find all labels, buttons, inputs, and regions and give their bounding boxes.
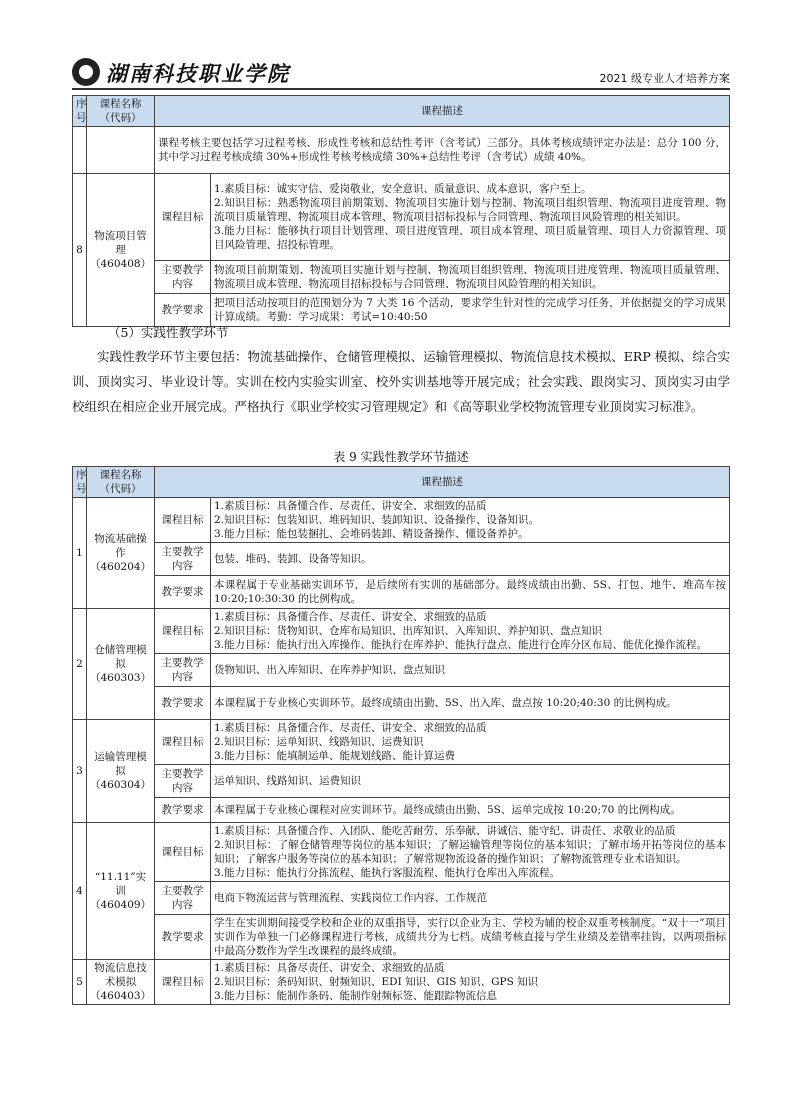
content-label: 主要教学内容 bbox=[155, 654, 211, 687]
table-row bbox=[73, 960, 730, 1005]
goal-line: 2.知识目标：熟悉物流项目前期策划、物流项目实施计划与控制、物流项目组织管理、物流项目进度管理、物流项目质量管理、物流项目成本管理、物流项目招标投标与合同管理、物流项目风险管理的相关知识。 bbox=[214, 197, 726, 223]
table-header-row bbox=[73, 467, 730, 498]
col-no-header: 序号 bbox=[73, 96, 87, 127]
req-label: 教学要求 bbox=[155, 798, 211, 823]
course-name: 运输管理模拟（460304） bbox=[87, 720, 155, 823]
req-cell: 把项目活动按项目的范围划分为 7 大类 16 个活动，要求学生针对性的完成学习任务，并依据提交的学习成果计算成绩。考勤：学习成果：考试=10:40:50 bbox=[211, 294, 730, 327]
plan-title: 2021 级专业人才培养方案 bbox=[599, 72, 730, 85]
req-label: 教学要求 bbox=[155, 576, 211, 609]
course-name: 物流项目管理（460408） bbox=[87, 174, 155, 327]
goal-label: 课程目标 bbox=[155, 823, 211, 882]
row-number: 8 bbox=[73, 174, 87, 327]
col-name-header: 课程名称（代码） bbox=[87, 96, 155, 127]
req-cell: 本课程属于专业核心课程对应实训环节。最终成绩由出勤、5S、运单完成按 10:20;70 的比例构成。 bbox=[211, 798, 730, 823]
col-desc-header: 课程描述 bbox=[155, 467, 730, 498]
course-name: “11.11”实训（460409） bbox=[87, 823, 155, 960]
content-cell: 电商下物流运营与管理流程、实践岗位工作内容、工作规范 bbox=[211, 882, 730, 915]
content-label: 主要教学内容 bbox=[155, 261, 211, 294]
row-number: 4 bbox=[73, 823, 87, 960]
header-divider bbox=[72, 88, 730, 90]
goal-line: 2.知识目标：货物知识、仓库布局知识、出库知识、入库知识、养护知识、盘点知识 bbox=[214, 625, 603, 637]
content-cell: 物流项目前期策划、物流项目实施计划与控制、物流项目组织管理、物流项目进度管理、物流项目质量管理、物流项目成本管理、物流项目招标投标与合同管理、物流项目风险管理的相关知识。 bbox=[211, 261, 730, 294]
content-cell: 运单知识、线路知识、运费知识 bbox=[211, 765, 730, 798]
table-row bbox=[73, 543, 730, 576]
content-label: 主要教学内容 bbox=[155, 765, 211, 798]
goal-line: 2.知识目标：条码知识、射频知识、EDI 知识、GIS 知识、GPS 知识 bbox=[214, 976, 539, 988]
goal-label: 课程目标 bbox=[155, 960, 211, 1005]
goal-cell bbox=[211, 498, 730, 543]
table-header-row bbox=[73, 96, 730, 127]
row-number: 3 bbox=[73, 720, 87, 823]
goal-line: 3.能力目标：能填制运单、能规划线路、能计算运费 bbox=[214, 750, 456, 762]
row-number: 1 bbox=[73, 498, 87, 609]
content-label: 主要教学内容 bbox=[155, 882, 211, 915]
goal-line: 3.能力目标：能执行分拣流程、能执行客服流程、能执行仓库出入库流程。 bbox=[214, 867, 561, 879]
row-number: 2 bbox=[73, 609, 87, 720]
table-caption: 表 9 实践性教学环节描述 bbox=[333, 450, 469, 464]
goal-cell bbox=[211, 960, 730, 1005]
goal-cell bbox=[211, 174, 730, 261]
goal-line: 1.素质目标：具备懂合作、尽责任、讲安全、求细致的品质 bbox=[214, 500, 487, 512]
goal-line: 1.素质目标：具备懂合作、入团队、能吃苦耐劳、乐奉献、讲诚信、能守纪、讲责任、求敬业的品质 bbox=[214, 825, 676, 837]
goal-line: 1.素质目标：具备懂合作、尽责任、讲安全、求细致的品质 bbox=[214, 611, 487, 623]
table-row bbox=[73, 654, 730, 687]
table-row bbox=[73, 720, 730, 765]
req-label: 教学要求 bbox=[155, 294, 211, 327]
content-cell: 货物知识、出入库知识、在库养护知识、盘点知识 bbox=[211, 654, 730, 687]
table-row bbox=[73, 915, 730, 960]
goal-label: 课程目标 bbox=[155, 720, 211, 765]
req-cell: 本课程属于专业基础实训环节，是后续所有实训的基础部分。最终成绩由出勤、5S、打包、地牛、堆高车按 10:20;10:30:30 的比例构成。 bbox=[211, 576, 730, 609]
content-cell: 包装、堆码、装卸、设备等知识。 bbox=[211, 543, 730, 576]
row-number: 5 bbox=[73, 960, 87, 1005]
table-row bbox=[73, 609, 730, 654]
course-name: 物流信息技术模拟（460403） bbox=[87, 960, 155, 1005]
goal-cell bbox=[211, 823, 730, 882]
table-row bbox=[73, 882, 730, 915]
table-row bbox=[73, 261, 730, 294]
empty-cell bbox=[73, 127, 87, 174]
col-name-header: 课程名称（代码） bbox=[87, 467, 155, 498]
school-logo-icon bbox=[72, 58, 100, 86]
school-name: 湖南科技职业学院 bbox=[106, 61, 290, 86]
col-desc-header: 课程描述 bbox=[155, 96, 730, 127]
course-table-continued bbox=[72, 95, 730, 327]
goal-line: 3.能力目标：能制作条码、能制作射频标签、能跟踪物流信息 bbox=[214, 990, 498, 1002]
goal-line: 2.知识目标：运单知识、线路知识、运费知识 bbox=[214, 736, 424, 748]
assessment-text: 课程考核主要包括学习过程考核、形成性考核和总结性考评（含考试）三部分。具体考核成绩评定办法是：总分 100 分，其中学习过程考核成绩 30%+形成性考核考核成绩 30%+总结性考评（含考试）成绩 40%。 bbox=[155, 127, 730, 174]
table-row bbox=[73, 798, 730, 823]
table-row bbox=[73, 127, 730, 174]
empty-cell bbox=[87, 127, 155, 174]
goal-line: 1.素质目标：具备尽责任、讲安全、求细致的品质 bbox=[214, 962, 445, 974]
goal-label: 课程目标 bbox=[155, 498, 211, 543]
goal-line: 2.知识目标：了解仓储管理等岗位的基本知识；了解运输管理等岗位的基本知识；了解市场开拓等岗位的基本知识；了解客户服务等岗位的基本知识；了解常规物流设备的操作知识；了解物流管理专业术语知识。 bbox=[214, 839, 726, 865]
table-row bbox=[73, 765, 730, 798]
table-row bbox=[73, 294, 730, 327]
goal-line: 1.素质目标：具备懂合作、尽责任、讲安全、求细致的品质 bbox=[214, 722, 487, 734]
req-label: 教学要求 bbox=[155, 687, 211, 720]
course-name: 仓储管理模拟（460303） bbox=[87, 609, 155, 720]
goal-line: 3.能力目标：能包装捆扎、会堆码装卸、精设备操作、懂设备养护。 bbox=[214, 528, 529, 540]
goal-cell bbox=[211, 609, 730, 654]
goal-line: 2.知识目标：包装知识、堆码知识、装卸知识、设备操作、设备知识。 bbox=[214, 514, 540, 526]
practice-table bbox=[72, 466, 730, 1005]
col-no-header: 序号 bbox=[73, 467, 87, 498]
goal-line: 3.能力目标：能执行出入库操作、能执行在库养护、能执行盘点、能进行仓库分区布局、能优化操作流程。 bbox=[214, 639, 708, 651]
goal-label: 课程目标 bbox=[155, 609, 211, 654]
req-cell: 本课程属于专业核心实训环节。最终成绩由出勤、5S、出入库、盘点按 10:20;40:30 的比例构成。 bbox=[211, 687, 730, 720]
goal-label: 课程目标 bbox=[155, 174, 211, 261]
table-row bbox=[73, 823, 730, 882]
section-paragraph: 实践性教学环节主要包括：物流基础操作、仓储管理模拟、运输管理模拟、物流信息技术模拟、ERP 模拟、综合实训、顶岗实习、毕业设计等。实训在校内实验实训室、校外实训基地等开展完成；社会实践、跟岗实习、顶岗实习由学校组织在相应企业开展完成。严格执行《职业学校实习管理规定》和《高等职业学校物流管理专业顶岗实习标准》。 bbox=[72, 349, 730, 414]
content-label: 主要教学内容 bbox=[155, 543, 211, 576]
goal-line: 3.能力目标：能够执行项目计划管理、项目进度管理、项目成本管理、项目质量管理、项目人力资源管理、项目风险管理、招投标管理。 bbox=[214, 225, 726, 251]
table-row bbox=[73, 498, 730, 543]
req-label: 教学要求 bbox=[155, 915, 211, 960]
page-header bbox=[72, 56, 730, 90]
table-row bbox=[73, 687, 730, 720]
table-row bbox=[73, 174, 730, 261]
section-heading: （5）实践性教学环节 bbox=[108, 325, 229, 340]
course-name: 物流基础操作（460204） bbox=[87, 498, 155, 609]
goal-cell bbox=[211, 720, 730, 765]
goal-line: 1.素质目标：诚实守信、爱岗敬业，安全意识、质量意识、成本意识，客户至上。 bbox=[214, 183, 592, 195]
table-row bbox=[73, 576, 730, 609]
req-cell: 学生在实训期间接受学校和企业的双重指导，实行以企业为主、学校为辅的校企双重考核制度。“双十一”项目实训作为单独一门必修课程进行考核，成绩共分为七档。成绩考核直接与学生业绩及差错率挂钩，以两项指标中最高分数作为学生改课程的最终成绩。 bbox=[211, 915, 730, 960]
